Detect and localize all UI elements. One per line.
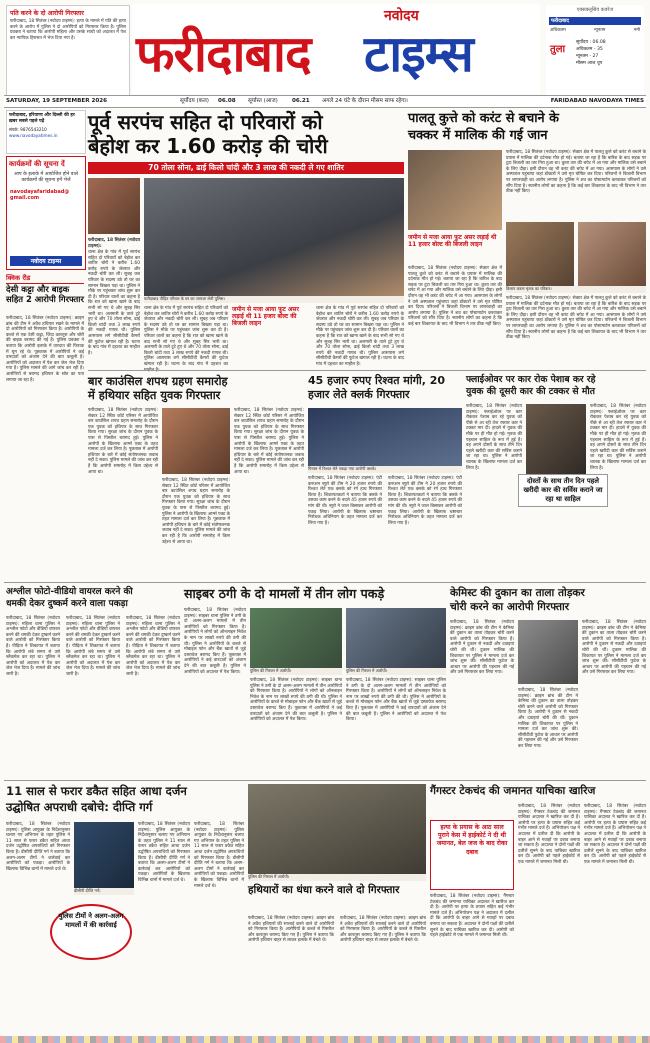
chemist-text: फरीदाबाद, 18 सितंबर (नवोदय टाइम्स): क्राइम ब्रांच की टीम ने केमिस्ट की दुकान का ताला तोड़कर चोरी करने वाले आरोपी को गिरफ्तार किया है। आरोपी ने दुकान से नकदी और दवाइयां चोरी की थीं। दुकान मालिक की शिकायत पर पुलिस ने मामला दर्ज कर जांच शुरू की। सीसीटीवी फुटेज के आधार पर आरोपी की पहचान की गई और उसे गिरफ्तार कर लिया गया। <box>450 620 514 676</box>
dacoit-headline-1: 11 साल से फरार डकैत सहित आधा दर्जन <box>6 784 187 798</box>
accident-text-col2: फरीदाबाद, 18 सितंबर (नवोदय टाइम्स): फ्लाईओवर पर कार रोककर पेशाब कर रहे युवक को पीछे से आ रही तेज रफ्तार कार ने टक्कर मार दी। हादसे में युवक की मौके पर ही मौत हो गई। मृतक की पहचान साहिल के रूप में हुई है। वह अपने दोस्तों के साथ तीन दिन पहले खरीदी कार की सर्विस कराने जा रहा था। पुलिस ने आरोपी चालक के खिलाफ मामला दर्ज कर लिया है। <box>590 404 646 471</box>
bribe-headline-1: 45 हजार रुपए रिश्वत मांगी, 20 <box>308 374 446 387</box>
weapons-photo <box>248 784 426 874</box>
bar-story <box>88 374 304 580</box>
cyber-text: फरीदाबाद, 18 सितंबर (नवोदय टाइम्स): साइबर थाना पुलिस ने ठगी के दो अलग-अलग मामलों में तीन आरोपियों को गिरफ्तार किया है। आरोपियों ने लोगों को ऑनलाइन निवेश के नाम पर लाखों रुपये की ठगी की थी। पुलिस ने आरोपियों के कब्जे से मोबाइल फोन और बैंक खातों से जुड़े दस्तावेज बरामद किए हैं। पूछताछ में आरोपियों ने कई वारदातों को अंजाम देने की बात कबूली है। पुलिस ने आरोपियों को अदालत में पेश किया। <box>184 608 246 675</box>
divider-1 <box>88 370 646 371</box>
dog-story <box>408 110 646 368</box>
dacoit-photo-caption: डीसीपी दीप्ति गर्ग। <box>74 888 134 895</box>
invite-title: कार्यक्रमों की सूचना दें <box>9 160 65 168</box>
panchang-line2: अधिकतम - 35 <box>576 47 603 52</box>
panchang <box>576 39 606 67</box>
gangster-text-col2: फरीदाबाद, 18 सितंबर (नवोदय टाइम्स): गैंगस्टर टेकचंद की जमानत याचिका अदालत ने खारिज कर दी है। आरोपी पर हत्या के प्रयास सहित कई गंभीर मामले दर्ज हैं। अभियोजन पक्ष ने अदालत में दलील दी कि आरोपी के बाहर आने से गवाहों पर दबाव बनाया जा सकता है। अदालत ने दोनों पक्षों की दलीलें सुनने के बाद याचिका खारिज कर दी। आरोपी को पहले हाईकोर्ट से एक मामले में जमानत मिली थी। <box>518 804 580 865</box>
cyber-photo-caption-1: पुलिस की गिरफ्त में आरोपी। <box>250 668 342 675</box>
lead-dateline: फरीदाबाद, 18 सितंबर (नवोदय टाइम्स): <box>88 238 140 249</box>
lead-story <box>88 110 404 368</box>
sidebar-ad <box>6 110 86 154</box>
invite-text: आप के इलाके में आयोजित होने वाले कार्यक्रमों की सूचना हमें भेजें <box>14 172 78 184</box>
dog-text-col3: फरीदाबाद, 18 सितंबर (नवोदय टाइम्स): सेक्टर क्षेत्र में पालतू कुत्ते को करंट से बचाने के प्रयास में मालिक की दर्दनाक मौत हो गई। बताया जा रहा है कि बारिश के बाद सड़क पर टूटा बिजली का तार गिरा हुआ था। कुत्ता तार की चपेट में आ गया और मालिक उसे बचाने के लिए दौड़ा। इसी दौरान वह भी करंट की चपेट में आ गया। आसपास के लोगों ने उसे अस्पताल पहुंचाया जहां डॉक्टरों ने उसे मृत घोषित कर दिया। परिजनों ने बिजली विभाग पर लापरवाही का आरोप लगाया है। पुलिस ने शव का पोस्टमार्टम करवाकर परिजनों को सौंप दिया है। स्थानीय लोगों का कहना है कि कई बार शिकायत के बाद भी विभाग ने तार ठीक नहीं किए। <box>506 296 646 341</box>
sidebar-story-title: देसी कट्टा और बाइक सहित 2 आरोपी गिरफ्तार <box>6 284 84 304</box>
sunrise-label: सूर्योदय (कल) <box>180 98 209 104</box>
chemist-headline-1: केमिस्ट की दुकान का ताला तोड़कर <box>450 587 585 599</box>
invite-email-domain: gmail.com <box>10 194 40 201</box>
bribe-photo <box>308 408 462 466</box>
sunrise-time: 06.08 <box>218 98 236 104</box>
dacoit-photo <box>74 822 134 888</box>
video-headline-1: अश्लील फोटो-वीडियो वायरल करने की <box>6 587 133 597</box>
date-strip <box>4 95 646 108</box>
lead-text: थाना क्षेत्र के गांव में पूर्व सरपंच सहित दो परिवारों को बेहोश कर शातिर चोरों ने करीब 1.60 करोड़ रुपये के जेवरात और नकदी चोरी कर ली। सुबह जब परिवार के सदस्य उठे तो घर का सामान बिखरा पड़ा था। पुलिस ने मौके पर पहुंचकर जांच शुरू कर दी है। परिवार वालों का कहना है कि रात को खाना खाने के बाद सभी सो गए थे और सुबह सिर भारी था। अलमारी के ताले टूटे हुए थे और 70 तोला सोना, ढाई किलो चांदी तथा 3 लाख रुपये की नकदी गायब थी। पुलिस आसपास लगे सीसीटीवी कैमरों की फुटेज खंगाल रही है। घटना के बाद गांव में दहशत का माहौल है। <box>88 250 140 356</box>
weather-max: अधिकतम <box>550 28 566 33</box>
weather-values <box>546 25 644 35</box>
lead-photo <box>88 178 140 234</box>
masthead-brand <box>132 4 540 94</box>
sidebar-ad-phone: संपर्क: 9876543210 <box>9 127 47 132</box>
sunset-time: 06.21 <box>292 98 310 104</box>
date-text: SATURDAY, 19 SEPTEMBER 2026 <box>6 98 108 104</box>
masthead-right-box <box>546 5 644 95</box>
lead-inline-heading: जमीन से मजा आया फूट असर लड़ाई थी 11 हजार बोल्ट की बिजली लाइन <box>232 306 299 327</box>
accident-headline-1: फ्लाईओवर पर कार रोक पेशाब कर रहे <box>466 374 596 385</box>
chemist-headline-2: चोरी करने का आरोपी गिरफ्तार <box>450 601 570 613</box>
sidebar-ad-site: www.navodayatimes.in <box>9 133 58 138</box>
dacoit-headline-2: उद्घोषित अपराधी दबोचे: दीप्ति गर्ग <box>6 800 153 814</box>
panchang-line4: मौसम आज धूप <box>576 61 603 66</box>
cyber-photo-1 <box>250 608 342 668</box>
sidebar <box>6 110 84 580</box>
gangster-text-col3: फरीदाबाद, 18 सितंबर (नवोदय टाइम्स): गैंगस्टर टेकचंद की जमानत याचिका अदालत ने खारिज कर दी है। आरोपी पर हत्या के प्रयास सहित कई गंभीर मामले दर्ज हैं। अभियोजन पक्ष ने अदालत में दलील दी कि आरोपी के बाहर आने से गवाहों पर दबाव बनाया जा सकता है। अदालत ने दोनों पक्षों की दलीलें सुनने के बाद याचिका खारिज कर दी। आरोपी को पहले हाईकोर्ट से एक मामले में जमानत मिली थी। <box>584 804 646 865</box>
dacoit-story <box>6 784 244 1034</box>
weapons-text: फरीदाबाद, 18 सितंबर (नवोदय टाइम्स): क्राइम ब्रांच ने अवैध हथियारों की सप्लाई करने वाले दो आरोपियों को गिरफ्तार किया है। आरोपियों के कब्जे से पिस्तौल और कारतूस बरामद किए गए हैं। पुलिस ने बताया कि आरोपी हथियार बाहर से लाकर इलाके में बेचते थे। <box>248 916 334 944</box>
bar-headline-1: बार काउंसिल शपथ ग्रहण समारोह <box>88 374 228 388</box>
cyber-photo-2 <box>346 608 446 668</box>
dacoit-text: फरीदाबाद, 18 सितंबर (नवोदय टाइम्स): पुलिस आयुक्त के निर्देशानुसार चलाए गए अभियान के तहत पुलिस ने 11 साल से फरार डकैत सहित आधा दर्जन उद्घोषित अपराधियों को गिरफ्तार किया है। डीसीपी दीप्ति गर्ग ने बताया कि अलग-अलग टीमों ने कार्रवाई कर आरोपियों को पकड़ा। आरोपियों के खिलाफ विभिन्न थानों में मामले दर्ज थे। <box>6 822 70 872</box>
chemist-photo <box>518 620 578 684</box>
invite-email-label: navodayafaridabad@ <box>10 188 70 195</box>
bar-text-col2: फरीदाबाद, 18 सितंबर (नवोदय टाइम्स): सेक्टर 12 स्थित कोर्ट परिसर में आयोजित बार काउंसिल शपथ ग्रहण समारोह के दौरान एक युवक को हथियार के साथ गिरफ्तार किया गया। सुरक्षा जांच के दौरान युवक के पास से पिस्तौल बरामद हुई। पुलिस ने आरोपी के खिलाफ आर्म्स एक्ट के तहत मामला दर्ज कर लिया है। पूछताछ में आरोपी हथियार के बारे में कोई संतोषजनक जवाब नहीं दे सका। पुलिस मामले की जांच कर रही है कि आरोपी समारोह में किस उद्देश्य से आया था। <box>162 478 230 545</box>
lead-photo-main <box>144 178 404 296</box>
brand-left: फरीदाबाद <box>136 25 311 83</box>
video-text-col2: फरीदाबाद, 18 सितंबर (नवोदय टाइम्स): महिला थाना पुलिस ने अश्लील फोटो और वीडियो वायरल करने की धमकी देकर दुष्कर्म करने वाले आरोपी को गिरफ्तार किया है। पीड़िता ने शिकायत में बताया कि आरोपी लंबे समय से उसे ब्लैकमेल कर रहा था। पुलिस ने आरोपी को अदालत में पेश कर जेल भेज दिया है। मामले की जांच जारी है। <box>66 616 120 677</box>
bar-photo <box>162 408 230 474</box>
chemist-story <box>450 586 646 778</box>
bribe-photo-caption: गिरफ्त में रिश्वत लेते पकड़ा गया आरोपी क्लर्क। <box>308 466 462 473</box>
dog-photo-3 <box>578 222 646 286</box>
dog-headline-1: पालतू कुत्ते को करंट से बचाने के <box>408 111 559 126</box>
weapons-photo-caption: पुलिस की गिरफ्त में आरोपी। <box>248 874 426 881</box>
video-headline-2: धमकी देकर दुष्कर्म करने वाला पकड़ा <box>6 599 128 609</box>
chemist-text-col2: फरीदाबाद, 18 सितंबर (नवोदय टाइम्स): क्राइम ब्रांच की टीम ने केमिस्ट की दुकान का ताला तोड़कर चोरी करने वाले आरोपी को गिरफ्तार किया है। आरोपी ने दुकान से नकदी और दवाइयां चोरी की थीं। दुकान मालिक की शिकायत पर पुलिस ने मामला दर्ज कर जांच शुरू की। सीसीटीवी फुटेज के आधार पर आरोपी की पहचान की गई और उसे गिरफ्तार कर लिया गया। <box>518 688 578 749</box>
registration-strip <box>0 1036 650 1043</box>
accident-text: फरीदाबाद, 18 सितंबर (नवोदय टाइम्स): फ्लाईओवर पर कार रोककर पेशाब कर रहे युवक को पीछे से आ रही तेज रफ्तार कार ने टक्कर मार दी। हादसे में युवक की मौके पर ही मौत हो गई। मृतक की पहचान साहिल के रूप में हुई है। वह अपने दोस्तों के साथ तीन दिन पहले खरीदी कार की सर्विस कराने जा रहा था। पुलिस ने आरोपी चालक के खिलाफ मामला दर्ज कर लिया है। <box>466 404 522 471</box>
lead-subhead: 70 तोला सोना, ढाई किलो चांदी और 3 लाख की नकदी ले गए शातिर <box>88 162 404 174</box>
bribe-text-col2: फरीदाबाद, 18 सितंबर (नवोदय टाइम्स): एंटी करप्शन ब्यूरो की टीम ने 20 हजार रुपये की रिश्वत लेते एक क्लर्क को रंगे हाथ गिरफ्तार किया है। शिकायतकर्ता ने बताया कि क्लर्क ने उसका काम करने के बदले 45 हजार रुपये की मांग की थी। ब्यूरो ने जाल बिछाकर आरोपी को पकड़ लिया। आरोपी के खिलाफ भ्रष्टाचार निरोधक अधिनियम के तहत मामला दर्ज कर लिया गया है। <box>388 476 462 526</box>
cyber-text-col3: फरीदाबाद, 18 सितंबर (नवोदय टाइम्स): साइबर थाना पुलिस ने ठगी के दो अलग-अलग मामलों में तीन आरोपियों को गिरफ्तार किया है। आरोपियों ने लोगों को ऑनलाइन निवेश के नाम पर लाखों रुपये की ठगी की थी। पुलिस ने आरोपियों के कब्जे से मोबाइल फोन और बैंक खातों से जुड़े दस्तावेज बरामद किए हैं। पूछताछ में आरोपियों ने कई वारदातों को अंजाम देने की बात कबूली है। पुलिस ने आरोपियों को अदालत में पेश किया। <box>346 678 446 723</box>
dacoit-text-col3: फरीदाबाद, 18 सितंबर (नवोदय टाइम्स): पुलिस आयुक्त के निर्देशानुसार चलाए गए अभियान के तहत पुलिस ने 11 साल से फरार डकैत सहित आधा दर्जन उद्घोषित अपराधियों को गिरफ्तार किया है। डीसीपी दीप्ति गर्ग ने बताया कि अलग-अलग टीमों ने कार्रवाई कर आरोपियों को पकड़ा। आरोपियों के खिलाफ विभिन्न थानों में मामले दर्ज थे। <box>194 822 244 889</box>
lead-headline-2: बेहोश कर 1.60 करोड़ की चोरी <box>88 134 328 158</box>
divider-3 <box>4 780 646 781</box>
chemist-text-col3: फरीदाबाद, 18 सितंबर (नवोदय टाइम्स): क्राइम ब्रांच की टीम ने केमिस्ट की दुकान का ताला तोड़कर चोरी करने वाले आरोपी को गिरफ्तार किया है। आरोपी ने दुकान से नकदी और दवाइयां चोरी की थीं। दुकान मालिक की शिकायत पर पुलिस ने मामला दर्ज कर जांच शुरू की। सीसीटीवी फुटेज के आधार पर आरोपी की पहचान की गई और उसे गिरफ्तार कर लिया गया। <box>582 620 646 676</box>
dog-inline-heading: जमीन से मजा आया फूट असर लड़ाई थी 11 हजार बोल्ट की बिजली लाइन <box>408 234 497 249</box>
lead-headline-1: पूर्व सरपंच सहित दो परिवारों को <box>88 110 323 134</box>
horoscope-sign: तुला <box>550 44 566 55</box>
invite-brand: नवोदय टाइम्स <box>10 256 82 266</box>
sidebar-ad-title: फरीदाबाद, हरियाणा और दिल्ली की हर ख़बर सबसे पहले पढ़ें <box>9 113 75 124</box>
accident-photo <box>526 404 586 474</box>
video-text-col3: फरीदाबाद, 18 सितंबर (नवोदय टाइम्स): महिला थाना पुलिस ने अश्लील फोटो और वीडियो वायरल करने की धमकी देकर दुष्कर्म करने वाले आरोपी को गिरफ्तार किया है। पीड़िता ने शिकायत में बताया कि आरोपी लंबे समय से उसे ब्लैकमेल कर रहा था। पुलिस ने आरोपी को अदालत में पेश कर जेल भेज दिया है। मामले की जांच जारी है। <box>126 616 180 677</box>
panchang-line3: न्यूनतम - 27 <box>576 54 599 59</box>
accident-callout: दोस्तों के साथ तीन दिन पहले खरीदी कार की सर्विस कराने जा रहा था साहिल <box>518 474 608 507</box>
dog-text-col2: फरीदाबाद, 18 सितंबर (नवोदय टाइम्स): सेक्टर क्षेत्र में पालतू कुत्ते को करंट से बचाने के प्रयास में मालिक की दर्दनाक मौत हो गई। बताया जा रहा है कि बारिश के बाद सड़क पर टूटा बिजली का तार गिरा हुआ था। कुत्ता तार की चपेट में आ गया और मालिक उसे बचाने के लिए दौड़ा। इसी दौरान वह भी करंट की चपेट में आ गया। आसपास के लोगों ने उसे अस्पताल पहुंचाया जहां डॉक्टरों ने उसे मृत घोषित कर दिया। परिजनों ने बिजली विभाग पर लापरवाही का आरोप लगाया है। पुलिस ने शव का पोस्टमार्टम करवाकर परिजनों को सौंप दिया है। स्थानीय लोगों का कहना है कि कई बार शिकायत के बाद भी विभाग ने तार ठीक नहीं किए। <box>506 150 646 195</box>
bribe-headline-2: हजार लेते क्लर्क गिरफ्तार <box>308 388 410 401</box>
brand-top: नवोदय <box>384 8 419 24</box>
brand-right: टाइम्स <box>364 25 473 83</box>
dog-photo-2 <box>506 222 574 286</box>
lead-text-col3: थाना क्षेत्र के गांव में पूर्व सरपंच सहित दो परिवारों को बेहोश कर शातिर चोरों ने करीब 1.60 करोड़ रुपये के जेवरात और नकदी चोरी कर ली। सुबह जब परिवार के सदस्य उठे तो घर का सामान बिखरा पड़ा था। पुलिस ने मौके पर पहुंचकर जांच शुरू कर दी है। परिवार वालों का कहना है कि रात को खाना खाने के बाद सभी सो गए थे और सुबह सिर भारी था। अलमारी के ताले टूटे हुए थे और 70 तोला सोना, ढाई किलो चांदी तथा 3 लाख रुपये की नकदी गायब थी। पुलिस आसपास लगे सीसीटीवी कैमरों की फुटेज खंगाल रही है। घटना के बाद गांव में दहशत का माहौल है। <box>316 306 404 367</box>
sidebar-section-label: क्विक रीड <box>6 272 84 284</box>
weapons-text-col2: फरीदाबाद, 18 सितंबर (नवोदय टाइम्स): क्राइम ब्रांच ने अवैध हथियारों की सप्लाई करने वाले दो आरोपियों को गिरफ्तार किया है। आरोपियों के कब्जे से पिस्तौल और कारतूस बरामद किए गए हैं। पुलिस ने बताया कि आरोपी हथियार बाहर से लाकर इलाके में बेचते थे। <box>340 916 426 944</box>
lead-text-col2: थाना क्षेत्र के गांव में पूर्व सरपंच सहित दो परिवारों को बेहोश कर शातिर चोरों ने करीब 1.60 करोड़ रुपये के जेवरात और नकदी चोरी कर ली। सुबह जब परिवार के सदस्य उठे तो घर का सामान बिखरा पड़ा था। पुलिस ने मौके पर पहुंचकर जांच शुरू कर दी है। परिवार वालों का कहना है कि रात को खाना खाने के बाद सभी सो गए थे और सुबह सिर भारी था। अलमारी के ताले टूटे हुए थे और 70 तोला सोना, ढाई किलो चांदी तथा 3 लाख रुपये की नकदी गायब थी। पुलिस आसपास लगे सीसीटीवी कैमरों की फुटेज खंगाल रही है। घटना के बाद गांव में दहशत का <box>144 306 228 367</box>
bar-text: फरीदाबाद, 18 सितंबर (नवोदय टाइम्स): सेक्टर 12 स्थित कोर्ट परिसर में आयोजित बार काउंसिल शपथ ग्रहण समारोह के दौरान एक युवक को हथियार के साथ गिरफ्तार किया गया। सुरक्षा जांच के दौरान युवक के पास से पिस्तौल बरामद हुई। पुलिस ने आरोपी के खिलाफ आर्म्स एक्ट के तहत मामला दर्ज कर लिया है। पूछताछ में आरोपी हथियार के बारे में कोई संतोषजनक जवाब नहीं दे सका। पुलिस मामले की जांच कर रही है कि आरोपी समारोह में किस उद्देश्य से आया था। <box>88 408 158 475</box>
bribe-text: फरीदाबाद, 18 सितंबर (नवोदय टाइम्स): एंटी करप्शन ब्यूरो की टीम ने 20 हजार रुपये की रिश्वत लेते एक क्लर्क को रंगे हाथ गिरफ्तार किया है। शिकायतकर्ता ने बताया कि क्लर्क ने उसका काम करने के बदले 45 हजार रुपये की मांग की थी। ब्यूरो ने जाल बिछाकर आरोपी को पकड़ लिया। आरोपी के खिलाफ भ्रष्टाचार निरोधक अधिनियम के तहत मामला दर्ज कर लिया गया है। <box>308 476 382 526</box>
weather-label: फरीदाबाद <box>549 17 641 25</box>
dacoit-text-col2: फरीदाबाद, 18 सितंबर (नवोदय टाइम्स): पुलिस आयुक्त के निर्देशानुसार चलाए गए अभियान के तहत पुलिस ने 11 साल से फरार डकैत सहित आधा दर्जन उद्घोषित अपराधियों को गिरफ्तार किया है। डीसीपी दीप्ति गर्ग ने बताया कि अलग-अलग टीमों ने कार्रवाई कर आरोपियों को पकड़ा। आरोपियों के खिलाफ विभिन्न थानों में मामले दर्ज थे। <box>138 822 190 883</box>
cyber-story <box>184 586 446 778</box>
divider-2 <box>4 582 646 583</box>
sidebar-story-text: फरीदाबाद, 18 सितंबर (नवोदय टाइम्स): क्राइम ब्रांच की टीम ने अवैध हथियार रखने के मामले में दो आरोपियों को गिरफ्तार किया है। आरोपियों के कब्जे से एक देसी कट्टा, जिंदा कारतूस और चोरी की बाइक बरामद की गई है। पुलिस प्रवक्ता ने बताया कि आरोपी इलाके में वारदात की फिराक में घूम रहे थे। पूछताछ में आरोपियों ने कई वारदातों को अंजाम देने की बात कबूली है। आरोपियों को अदालत में पेश कर जेल भेज दिया गया है। पुलिस मामले की आगे जांच कर रही है। आरोपियों से बरामद हथियार के स्रोत का पता लगाया जा रहा है। <box>6 316 84 383</box>
left-box-title: पति करने के दो आरोपी गिरफ्तार <box>10 10 84 17</box>
sunset-label: सूर्यास्त (आज) <box>248 98 278 104</box>
gangster-text: फरीदाबाद, 18 सितंबर (नवोदय टाइम्स): गैंगस्टर टेकचंद की जमानत याचिका अदालत ने खारिज कर दी है। आरोपी पर हत्या के प्रयास सहित कई गंभीर मामले दर्ज हैं। अभियोजन पक्ष ने अदालत में दलील दी कि आरोपी के बाहर आने से गवाहों पर दबाव बनाया जा सकता है। अदालत ने दोनों पक्षों की दलीलें सुनने के बाद याचिका खारिज कर दी। आरोपी को पहले हाईकोर्ट से एक मामले में जमानत मिली थी। <box>430 894 514 939</box>
gangster-story <box>430 784 646 1034</box>
dog-photo-caption: विलाप करता मृतक का परिवार। <box>506 286 646 293</box>
cyber-photo-caption-2: पुलिस की गिरफ्त में आरोपी। <box>346 668 446 675</box>
bar-headline-2: में हथियार सहित युवक गिरफ्तार <box>88 388 221 402</box>
gangster-callout: हत्या के प्रयास के आठ साल पुराने केस में हाईकोर्ट ने दी थी जमानत, बेल जज के बाद रोका दबाव <box>430 820 514 890</box>
accident-headline-2: युवक की दूसरी कार की टक्कर से मौत <box>466 386 595 397</box>
ticker: अगले 24 घंटे के दौरान मौसम साफ रहेगा। <box>322 98 408 104</box>
publication-name: FARIDABAD NAVODAYA TIMES <box>550 98 644 104</box>
dacoit-callout: पुलिस टीमों ने अलग-अलग मामलों में की कार्रवाई <box>50 904 132 960</box>
masthead-left-box <box>6 5 130 97</box>
dog-text: फरीदाबाद, 18 सितंबर (नवोदय टाइम्स): सेक्टर क्षेत्र में पालतू कुत्ते को करंट से बचाने के प्रयास में मालिक की दर्दनाक मौत हो गई। बताया जा रहा है कि बारिश के बाद सड़क पर टूटा बिजली का तार गिरा हुआ था। कुत्ता तार की चपेट में आ गया और मालिक उसे बचाने के लिए दौड़ा। इसी दौरान वह भी करंट की चपेट में आ गया। आसपास के लोगों ने उसे अस्पताल पहुंचाया जहां डॉक्टरों ने उसे मृत घोषित कर दिया। परिजनों ने बिजली विभाग पर लापरवाही का आरोप लगाया है। पुलिस ने शव का पोस्टमार्टम करवाकर परिजनों को सौंप दिया है। स्थानीय लोगों का कहना है कि कई बार शिकायत के बाद भी विभाग ने तार ठीक नहीं किए। <box>408 266 502 327</box>
video-story <box>6 586 180 778</box>
cyber-headline: साइबर ठगी के दो मामलों में तीन लोग पकड़े <box>184 586 385 601</box>
lead-photo-caption: फरीदाबाद पीड़ित परिवार के घर का जायजा लेती पुलिस। <box>144 296 404 303</box>
dog-photo-1 <box>408 150 502 230</box>
panchang-line1: सूर्योदय : 06.08 <box>576 40 606 45</box>
sidebar-invite <box>6 156 86 270</box>
left-box-text: फरीदाबाद, 18 सितंबर (नवोदय टाइम्स): हत्या के मामले में पति की हत्या करने के आरोप में पुलिस ने दो आरोपियों को गिरफ्तार किया है। पुलिस प्रवक्ता ने बताया कि आरोपी महिला और उसके साथी को अदालत में पेश कर न्यायिक हिरासत में भेज दिया गया है। <box>10 19 126 41</box>
weather-min: न्यूनतम <box>594 28 606 33</box>
edition-label: एक्सक्लूसिव कवरेज <box>576 7 614 13</box>
video-text: फरीदाबाद, 18 सितंबर (नवोदय टाइम्स): महिला थाना पुलिस ने अश्लील फोटो और वीडियो वायरल करने की धमकी देकर दुष्कर्म करने वाले आरोपी को गिरफ्तार किया है। पीड़िता ने शिकायत में बताया कि आरोपी लंबे समय से उसे ब्लैकमेल कर रहा था। पुलिस ने आरोपी को अदालत में पेश कर जेल भेज दिया है। मामले की जांच जारी है। <box>6 616 60 677</box>
cyber-text-col2: फरीदाबाद, 18 सितंबर (नवोदय टाइम्स): साइबर थाना पुलिस ने ठगी के दो अलग-अलग मामलों में तीन आरोपियों को गिरफ्तार किया है। आरोपियों ने लोगों को ऑनलाइन निवेश के नाम पर लाखों रुपये की ठगी की थी। पुलिस ने आरोपियों के कब्जे से मोबाइल फोन और बैंक खातों से जुड़े दस्तावेज बरामद किए हैं। पूछताछ में आरोपियों ने कई वारदातों को अंजाम देने की बात कबूली है। पुलिस ने आरोपियों को अदालत में पेश किया। <box>250 678 342 723</box>
weapons-story <box>248 784 426 1034</box>
bar-text-col3: फरीदाबाद, 18 सितंबर (नवोदय टाइम्स): सेक्टर 12 स्थित कोर्ट परिसर में आयोजित बार काउंसिल शपथ ग्रहण समारोह के दौरान एक युवक को हथियार के साथ गिरफ्तार किया गया। सुरक्षा जांच के दौरान युवक के पास से पिस्तौल बरामद हुई। पुलिस ने आरोपी के खिलाफ आर्म्स एक्ट के तहत मामला दर्ज कर लिया है। पूछताछ में आरोपी हथियार के बारे में कोई संतोषजनक जवाब नहीं दे सका। पुलिस मामले की जांच कर रही है कि आरोपी समारोह में किस उद्देश्य से आया था। <box>234 408 304 475</box>
accident-story <box>466 374 646 580</box>
weapons-headline: हथियारों का धंधा करने वाले दो गिरफ्तार <box>248 884 400 896</box>
dog-headline-2: चक्कर में मालिक की गई जान <box>408 128 548 143</box>
bribe-story <box>308 374 462 580</box>
gangster-headline: गैंगस्टर टेकचंद की जमानत याचिका खारिज <box>430 785 596 797</box>
weather-humidity: नमी <box>633 28 640 33</box>
